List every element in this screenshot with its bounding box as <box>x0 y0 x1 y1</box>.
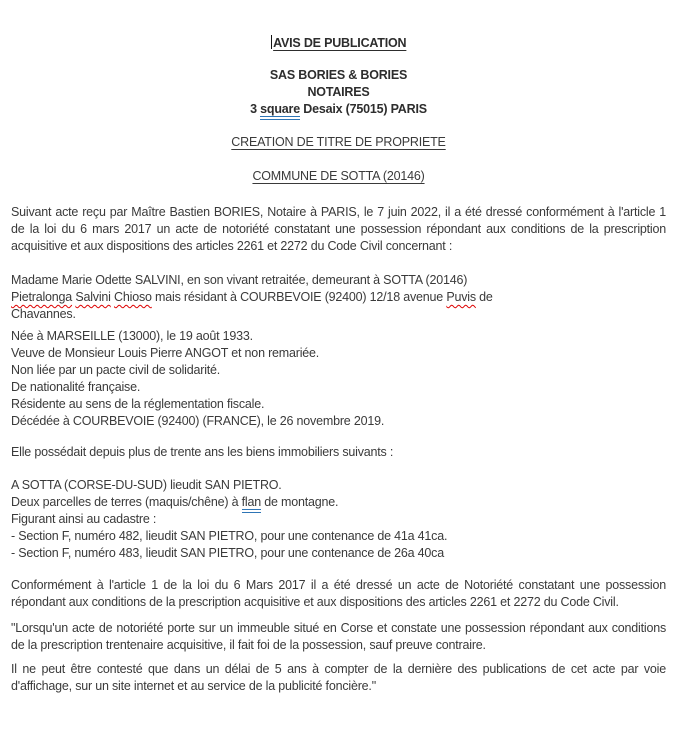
deceased-street-line: Chavannes. <box>11 307 76 321</box>
parcel-item: - Section F, numéro 483, lieudit SAN PIETRO, pour une contenance de 26a 40ca <box>11 546 444 560</box>
parcels-text: Deux parcelles de terres (maquis/chêne) à <box>11 495 239 509</box>
title-line <box>11 35 666 52</box>
document-subtitle: CREATION DE TITRE DE PROPRIETE <box>231 135 446 149</box>
document-header <box>11 35 666 185</box>
widow-line: Veuve de Monsieur Louis Pierre ANGOT et non remariée. <box>11 346 320 360</box>
deceased-residence-line <box>11 289 666 306</box>
parcel-item: - Section F, numéro 482, lieudit SAN PIETRO, pour une contenance de 41a 41ca. <box>11 529 448 543</box>
deceased-identity-block <box>11 272 666 323</box>
paragraph-conformity: Conformément à l'article 1 de la loi du 6 Mars 2017 il a été dressé un acte de Notoriété constatant une possession répondant aux conditions de la prescription acquisitive et aux dispositions des articles 2261 et 2272 du Code Civil. <box>11 578 666 609</box>
property-parcels-line <box>11 494 666 511</box>
address-number: 3 <box>250 102 257 116</box>
spellcheck-word: Pietralonga <box>11 290 73 304</box>
death-line: Décédée à COURBEVOIE (92400) (FRANCE), le 26 novembre 2019. <box>11 414 385 428</box>
property-description-block <box>11 477 666 562</box>
grammar-flagged-word: square <box>260 102 300 120</box>
residence-text: mais résidant à COURBEVOIE (92400) 12/18 avenue <box>155 290 444 304</box>
grammar-flagged-word: flan <box>242 495 261 513</box>
deceased-details-block <box>11 328 666 430</box>
cadastre-intro-line: Figurant ainsi au cadastre : <box>11 512 157 526</box>
text-cursor <box>271 35 273 49</box>
paragraph-quote-2: Il ne peut être contesté que dans un délai de 5 ans à compter de la dernière des publications de cet acte par voie d'affichage, sur un site internet et au service de la publicité foncière." <box>11 662 666 693</box>
notary-address <box>11 101 666 118</box>
property-location-line: A SOTTA (CORSE-DU-SUD) lieudit SAN PIETRO. <box>11 478 282 492</box>
spellcheck-word: Puvis <box>446 290 476 304</box>
residence-fiscal-line: Résidente au sens de la réglementation fiscale. <box>11 397 265 411</box>
spellcheck-word: Salvini <box>75 290 111 304</box>
address-rest: Desaix (75015) PARIS <box>303 102 427 116</box>
paragraph-intro: Suivant acte reçu par Maître Bastien BORIES, Notaire à PARIS, le 7 juin 2022, il a été dressé conformément à l'article 1 de la loi du 6 mars 2017 un acte de notoriété constatant une possession répondant aux conditions de la prescription acquisitive et aux dispositions des articles 2261 et 2272 du Code Civil concernant : <box>11 205 666 253</box>
paragraph-quote-1: "Lorsqu'un acte de notoriété porte sur un immeuble situé en Corse et constate une possession répondant aux conditions de la prescription trentenaire acquisitive, il fait foi de la possession, sauf preuve contraire. <box>11 621 666 652</box>
document-title: AVIS DE PUBLICATION <box>273 36 407 50</box>
deceased-name-line: Madame Marie Odette SALVINI, en son vivant retraitée, demeurant à SOTTA (20146) <box>11 273 468 287</box>
parcels-text-end: de montagne. <box>264 495 339 509</box>
commune-line: COMMUNE DE SOTTA (20146) <box>252 169 425 183</box>
notary-role: NOTAIRES <box>307 85 370 99</box>
notary-firm: SAS BORIES & BORIES <box>269 68 408 82</box>
pacs-line: Non liée par un pacte civil de solidarité. <box>11 363 221 377</box>
possession-line: Elle possédait depuis plus de trente ans les biens immobiliers suivants : <box>11 445 394 459</box>
residence-text-end: de <box>479 290 493 304</box>
nationality-line: De nationalité française. <box>11 380 141 394</box>
document-body <box>11 204 666 695</box>
spellcheck-word: Chioso <box>114 290 152 304</box>
birth-line: Née à MARSEILLE (13000), le 19 août 1933. <box>11 329 253 343</box>
